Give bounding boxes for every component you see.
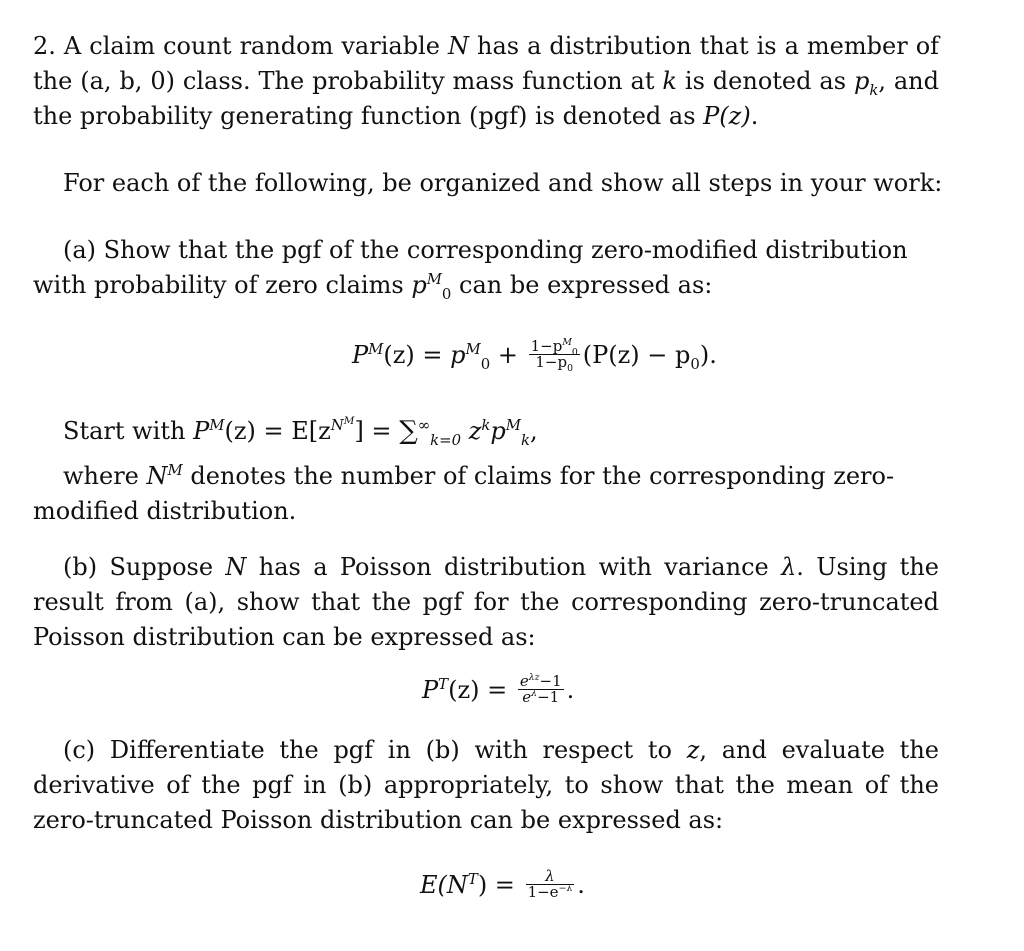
class-name: (a, b, 0) bbox=[80, 67, 175, 95]
part-a-equation: $P^M(z) = p^M_0$ + $\frac{1-p^M_0}{1-p_0}$ $(P(z) - p_0)$. bbox=[352, 337, 717, 374]
part-c-text: (c) Differentiate the pgf in (b) with respect to z, and evaluate the derivative of the pgf in (b) appropriately, to show that the mean of the zero-truncated Poisson distribution can be expressed as: bbox=[33, 736, 939, 834]
part-a-where: where $N^M$ denotes the number of claims for the corresponding zero-modified distribution. bbox=[33, 461, 895, 525]
part-a-fraction: $\frac{1-p^M_0}{1-p_0}$ bbox=[530, 337, 578, 374]
part-b-equation: $P^T(z)$ = $\frac{e^{\lambda z}-1}{e^\lambda-1}$ . bbox=[422, 672, 575, 706]
part-c-fraction: $\frac{\lambda}{1-e^{-\lambda}}$ bbox=[527, 867, 573, 901]
part-b-fraction: $\frac{e^{\lambda z}-1}{e^\lambda-1}$ bbox=[519, 672, 562, 706]
problem-intro: 2. A claim count random variable N has a distribution that is a member of the (a, b, 0) class. The probability mass function at k is denoted as $p_k$, and the probability generating function (pgf) is denoted as P(z). bbox=[33, 32, 940, 130]
part-c-equation: $E(N^T)$ = $\frac{\lambda}{1-e^{-\lambda}}$ . bbox=[420, 867, 585, 901]
part-a-text: (a) Show that the pgf of the corresponding zero-modified distribution with probability of zero claims $p^M_0$ can be expressed as: bbox=[33, 236, 908, 303]
instruction-text: For each of the following, be organized and show all steps in your work: bbox=[63, 169, 943, 197]
problem-number: 2. bbox=[33, 32, 56, 60]
sum-symbol: ∑ bbox=[399, 416, 418, 446]
part-b-text: (b) Suppose N has a Poisson distribution with variance λ. Using the result from (a), show that the pgf for the corresponding zero-truncated Poisson distribution can be expressed as: bbox=[33, 553, 939, 651]
part-a-start: Start with $P^M(z) = E[z^{N^M}] = \sum^\infty_{k=0}$ $z^kp^M_k$, bbox=[63, 415, 538, 449]
